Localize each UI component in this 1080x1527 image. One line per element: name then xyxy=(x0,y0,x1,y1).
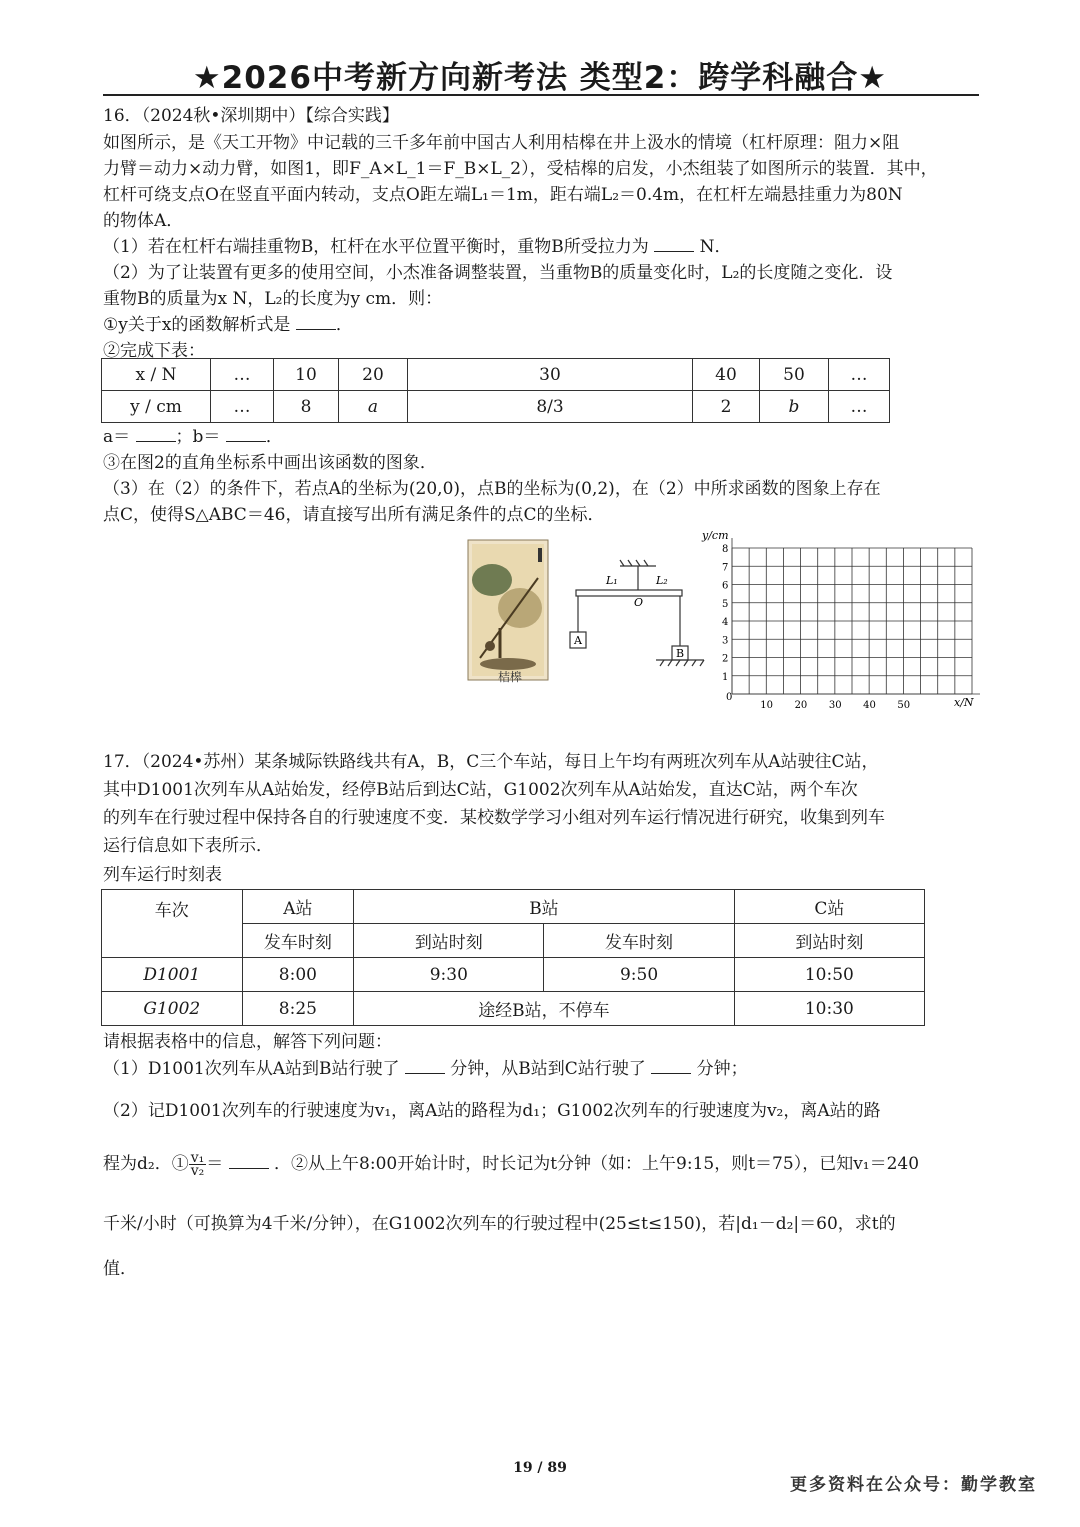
x-axis-label: x/N xyxy=(954,696,974,709)
train-number: G1002 xyxy=(102,992,243,1026)
answer-blank-b[interactable] xyxy=(226,427,266,442)
table-cell: 50 xyxy=(760,359,829,391)
y-tick-label: 7 xyxy=(722,562,729,574)
answer-blank[interactable] xyxy=(654,237,694,252)
table-cell: 2 xyxy=(693,391,760,423)
q16-para-line1: 如图所示，是《天工开物》中记载的三千多年前中国古人利用桔槔在井上汲水的情境（杠杆原理：阻力×阻 xyxy=(103,133,900,153)
header-station-c: C站 xyxy=(734,890,924,924)
q16-heading: 16．（2024秋•深圳期中）【综合实践】 xyxy=(103,106,399,126)
y-tick-label: 6 xyxy=(722,580,729,592)
q16-sub2-item3: ③在图2的直角坐标系中画出该函数的图象． xyxy=(103,453,437,473)
q16-sub1: （1）若在杠杆右端挂重物B，杠杆在水平位置平衡时，重物B所受拉力为 N． xyxy=(103,237,732,257)
footer-promo: 更多资料在公众号：勤学教室 xyxy=(790,1475,1037,1495)
q16-value-table xyxy=(101,358,890,423)
q16-sub2-item1: ①y关于x的函数解析式是 ． xyxy=(103,315,353,335)
time-cell: 9:30 xyxy=(354,958,544,992)
q17-sub2-line4: 值． xyxy=(103,1259,137,1279)
q16-sub3-line2: 点C，使得S△ABC＝46，请直接写出所有满足条件的点C的坐标． xyxy=(103,505,605,525)
coordinate-grid xyxy=(732,538,980,694)
table-cell: y / cm xyxy=(102,391,211,423)
table-cell: … xyxy=(829,391,890,423)
header-b-arrive: 到站时刻 xyxy=(354,924,544,958)
table-row xyxy=(102,992,925,1026)
q16-para-line2: 力臂＝动力×动力臂，如图1，即F_A×L_1＝F_B×L_2），受桔槔的启发，小杰组装了如图所示的装置．其中， xyxy=(103,159,938,179)
q16-sub2-line1: （2）为了让装置有更多的使用空间，小杰准备调整装置，当重物B的质量变化时，L₂的长度随之变化．设 xyxy=(103,263,893,283)
y-tick-label: 4 xyxy=(722,617,729,628)
page-title: ★2026中考新方向新考法 类型2：跨学科融合★ xyxy=(192,60,888,96)
q17-table-title: 列车运行时刻表 xyxy=(103,865,222,885)
answer-blank[interactable] xyxy=(229,1154,269,1169)
q17-sub2-line1: （2）记D1001次列车的行驶速度为v₁，离A站的路程为d₁；G1002次列车的行驶速度为v₂，离A站的路 xyxy=(103,1101,881,1121)
y-tick-label: 8 xyxy=(722,544,729,555)
time-cell: 8:25 xyxy=(242,992,354,1026)
y-axis-label: y/cm xyxy=(702,529,729,542)
time-cell: 8:00 xyxy=(242,958,354,992)
table-cell: 20 xyxy=(339,359,408,391)
train-timetable xyxy=(101,889,925,1026)
train-number: D1001 xyxy=(102,958,243,992)
q16-figures xyxy=(460,528,980,718)
q16-para-line4: 的物体A． xyxy=(103,211,184,231)
y-tick-label: 3 xyxy=(722,635,729,647)
y-tick-label: 5 xyxy=(722,598,729,610)
velocity-ratio: $\frac{\text{v₁}}{\text{v₂}}$ xyxy=(190,1150,205,1179)
table-cell: a xyxy=(339,391,408,423)
table-cell: … xyxy=(211,359,274,391)
label-L2: L₂ xyxy=(656,574,668,587)
q16-sub2-line2: 重物B的质量为x N，L₂的长度为y cm．则： xyxy=(103,289,443,309)
q17-sub2-line3: 千米/小时（可换算为4千米/分钟），在G1002次列车的行驶过程中(25≤t≤150)，若|d₁－d₂|＝60，求t的 xyxy=(103,1214,896,1234)
lever-equation: F_A×L_1＝F_B×L_2 xyxy=(349,159,522,179)
q17-sub2-line2: 程为d₂．① $\frac{\text{v₁}}{\text{v₂}}$ ＝ ．②从上午8:00开始计时，时长记为t分钟（如：上午9:15，则t＝75），已知v₁＝240 xyxy=(103,1150,920,1179)
time-cell: 10:50 xyxy=(734,958,924,992)
answer-blank-a[interactable] xyxy=(136,427,176,442)
label-O: O xyxy=(634,596,644,609)
table-cell: 30 xyxy=(408,359,693,391)
q16-sub3-line1: （3）在（2）的条件下，若点A的坐标为(20,0)，点B的坐标为(0,2)，在（2）中所求函数的图象上存在 xyxy=(103,479,881,499)
picture-caption: 桔槔 xyxy=(498,670,523,684)
y-tick-label: 2 xyxy=(722,653,729,665)
x-tick-label: 30 xyxy=(828,700,842,711)
table-cell: 8 xyxy=(274,391,339,423)
answer-blank[interactable] xyxy=(405,1059,445,1074)
q17-para-line1: 17．（2024•苏州）某条城际铁路线共有A，B，C三个车站，每日上午均有两班次列车从A站驶往C站， xyxy=(103,752,879,772)
page-number: 19 / 89 xyxy=(513,1460,567,1476)
table-cell: … xyxy=(829,359,890,391)
header-c-arrive: 到站时刻 xyxy=(734,924,924,958)
q17-intro: 请根据表格中的信息，解答下列问题： xyxy=(103,1032,392,1052)
table-cell-fraction: 8/3 xyxy=(408,391,693,423)
x-tick-label: 50 xyxy=(897,700,911,711)
q16-ab-answers: a＝ ；b＝ ． xyxy=(103,427,283,447)
q16-sub2-item2: ②完成下表： xyxy=(103,341,205,361)
pass-through-cell: 途经B站，不停车 xyxy=(354,992,734,1026)
time-cell: 10:30 xyxy=(734,992,924,1026)
header-station-b: B站 xyxy=(354,890,734,924)
x-tick-label: 10 xyxy=(760,700,774,711)
header-station-a: A站 xyxy=(242,890,354,924)
x-tick-label: 40 xyxy=(863,700,876,711)
table-cell: 10 xyxy=(274,359,339,391)
q17-para-line2: 其中D1001次列车从A站始发，经停B站后到达C站，G1002次列车从A站始发，直达C站，两个车次 xyxy=(103,780,858,800)
title-divider xyxy=(103,94,979,96)
q17-para-line3: 的列车在行驶过程中保持各自的行驶速度不变．某校数学学习小组对列车运行情况进行研究，收集到列车 xyxy=(103,808,885,828)
label-B: B xyxy=(676,647,685,660)
header-train: 车次 xyxy=(102,890,243,958)
y-tick-label: 1 xyxy=(722,671,729,683)
q17-para-line4: 运行信息如下表所示． xyxy=(103,836,273,856)
shadoof-picture xyxy=(468,540,548,680)
origin-label: 0 xyxy=(726,692,733,703)
table-cell: … xyxy=(211,391,274,423)
table-row xyxy=(102,958,925,992)
answer-blank[interactable] xyxy=(651,1059,691,1074)
q17-sub1: （1）D1001次列车从A站到B站行驶了 分钟，从B站到C站行驶了 分钟； xyxy=(103,1059,748,1079)
q16-para-line3: 杠杆可绕支点O在竖直平面内转动，支点O距左端L₁＝1m，距右端L₂＝0.4m，在杠杆左端悬挂重力为80N xyxy=(103,185,903,205)
header-a-depart: 发车时刻 xyxy=(242,924,354,958)
label-A: A xyxy=(574,634,582,647)
time-cell: 9:50 xyxy=(544,958,734,992)
table-cell: b xyxy=(760,391,829,423)
x-tick-label: 20 xyxy=(794,700,808,711)
answer-blank[interactable] xyxy=(296,315,336,330)
table-cell: x / N xyxy=(102,359,211,391)
table-cell: 40 xyxy=(693,359,760,391)
label-L1: L₁ xyxy=(606,574,618,587)
header-b-depart: 发车时刻 xyxy=(544,924,734,958)
